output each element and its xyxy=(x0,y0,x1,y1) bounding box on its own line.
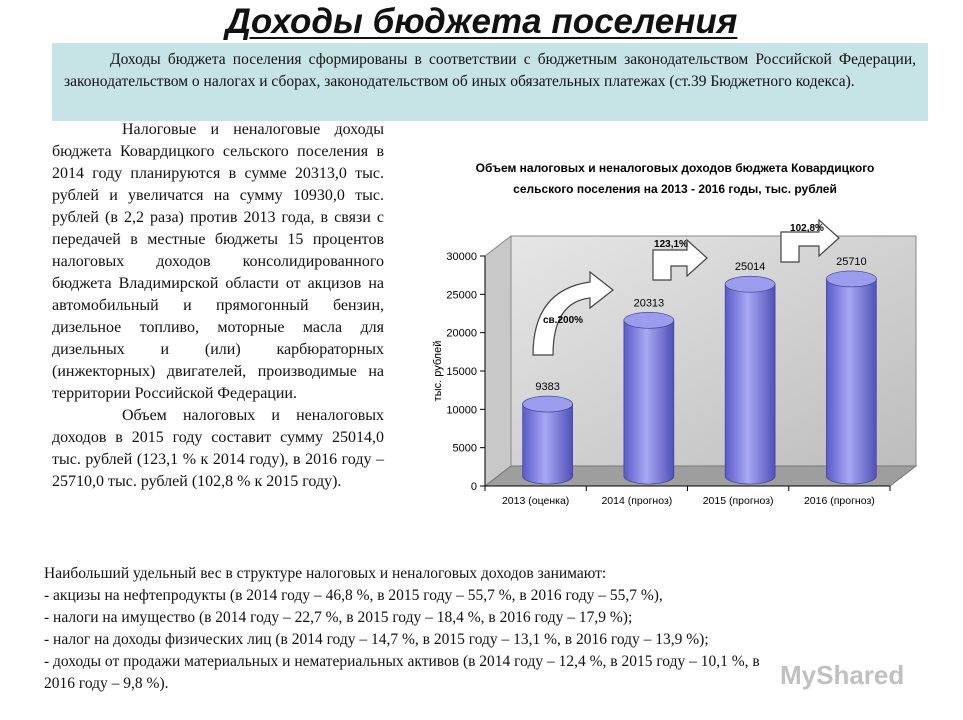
watermark-logo: MyShared xyxy=(780,660,905,690)
annotation-growth-2016: 102,8% xyxy=(790,223,824,234)
bar-top xyxy=(523,396,573,412)
bottom-item-asset-sales-cont: 2016 году – 9,8 %). xyxy=(44,675,169,692)
left-text-block xyxy=(52,119,384,493)
bottom-item-income-tax: - налог на доходы физических лиц (в 2014 году – 14,7 %, в 2015 году – 13,1 %, в 2016 году – 13,9 %); xyxy=(44,631,709,648)
bar xyxy=(523,404,573,484)
bar xyxy=(826,279,876,484)
x-tick-label: 2016 (прогноз) xyxy=(803,495,875,507)
x-tick-label: 2015 (прогноз) xyxy=(702,495,774,507)
y-tick-label: 25000 xyxy=(446,289,477,302)
data-label: 25710 xyxy=(836,255,867,268)
y-axis-label: тыс. рублей xyxy=(432,340,444,402)
bar xyxy=(624,320,674,484)
annotation-growth-2014: св.200% xyxy=(542,315,584,326)
bottom-item-asset-sales: - доходы от продажи материальных и нематериальных активов (в 2014 году – 12,4 %, в 2015 году – 10,1 %, в xyxy=(44,653,760,670)
x-tick-label: 2014 (прогноз) xyxy=(601,495,673,507)
y-tick-label: 30000 xyxy=(446,251,477,263)
chart-side-wall xyxy=(485,236,511,486)
bar-top xyxy=(826,271,876,287)
data-label: 20313 xyxy=(633,297,665,310)
bar xyxy=(725,284,775,484)
x-tick-label: 2013 (оценка) xyxy=(501,495,570,507)
annotation-growth-2015: 123,1% xyxy=(654,239,688,250)
bottom-item-property-tax: - налоги на имущество (в 2014 году – 22,7 %, в 2015 году – 18,4 %, в 2016 году – 17,9 %); xyxy=(44,609,633,626)
bottom-item-excise: - акцизы на нефтепродукты (в 2014 году – 46,8 %, в 2015 году – 55,7 %, в 2016 году – 55,7 %), xyxy=(44,587,663,604)
bar-top xyxy=(624,312,674,328)
y-tick-label: 10000 xyxy=(446,404,477,417)
chart-title-line-1: Объем налоговых и неналоговых доходов бюджета Ковардицкого xyxy=(475,161,875,175)
data-label: 25014 xyxy=(734,261,766,274)
y-tick-label: 5000 xyxy=(452,442,477,455)
bottom-heading: Наибольший удельный вес в структуре налоговых и неналоговых доходов занимают: xyxy=(44,565,607,582)
chart-title-line-2: сельского поселения на 2013 - 2016 годы, тыс. рублей xyxy=(513,182,837,196)
paragraph-tax-2015-2016: Объем налоговых и неналоговых доходов в 2015 году составит сумму 25014,0 тыс. рублей (123,1 % к 2014 году), в 2016 году – 25710,0 тыс. рублей (102,8 % к 2015 году). xyxy=(52,407,384,490)
page-title: Доходы бюджета поселения xyxy=(225,2,738,41)
intro-box: Доходы бюджета поселения сформированы в соответствии с бюджетным законодательством Российской Федерации, законодательством о налогах и сборах, законодательством об иных обязательных платежах (ст.39 Бюджетного кодекса). xyxy=(52,43,928,121)
revenue-chart xyxy=(425,150,935,520)
data-label: 9383 xyxy=(535,381,560,394)
y-tick-label: 15000 xyxy=(446,366,477,378)
bar-top xyxy=(725,276,775,292)
y-tick-label: 0 xyxy=(470,481,477,493)
y-tick-label: 20000 xyxy=(446,327,477,340)
paragraph-tax-2014: Налоговые и неналоговые доходы бюджета Ковардицкого сельского поселения в 2014 году планируются в сумме 20313,0 тыс. рублей и увеличатся на сумму 10930,0 тыс. рублей (в 2,2 раза) против 2013 года, в связи с передачей в местные бюджеты 15 процентов налоговых доходов консолидированного бюджета Владимирской области от акцизов на автомобильный и прямогонный бензин, дизельное топливо, моторные масла для дизельных и (или) карбюраторных (инжекторных) двигателей, производимые на территории Российской Федерации. xyxy=(52,121,384,402)
